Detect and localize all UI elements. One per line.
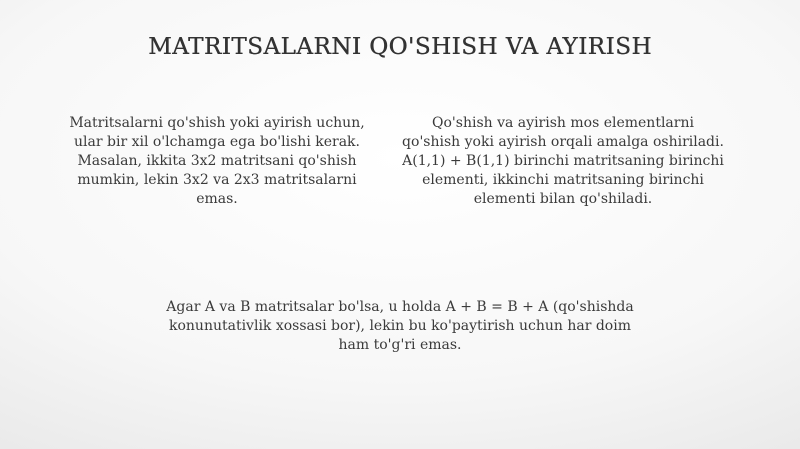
- slide-title: MATRITSALARNI QO'SHISH VA AYIRISH: [148, 34, 652, 60]
- right-text-block: Qo'shish va ayirish mos elementlarni qo'shish yoki ayirish orqali amalga oshiriladi. A(1,1) + B(1,1) birinchi matritsaning birinchi elementi, ikkinchi matritsaning birinchi elementi bilan qo'shiladi.: [402, 115, 724, 207]
- left-text-block: Matritsalarni qo'shish yoki ayirish uchun, ular bir xil o'lchamga ega bo'lishi kerak. Masalan, ikkita 3x2 matritsani qo'shish mumkin, lekin 3x2 va 2x3 matritsalarni emas.: [69, 115, 365, 207]
- bottom-text-block: Agar A va B matritsalar bo'lsa, u holda A + B = B + A (qo'shishda konunutativlik xossasi bor), lekin bu ko'paytirish uchun har doim ham to'g'ri emas.: [166, 299, 634, 353]
